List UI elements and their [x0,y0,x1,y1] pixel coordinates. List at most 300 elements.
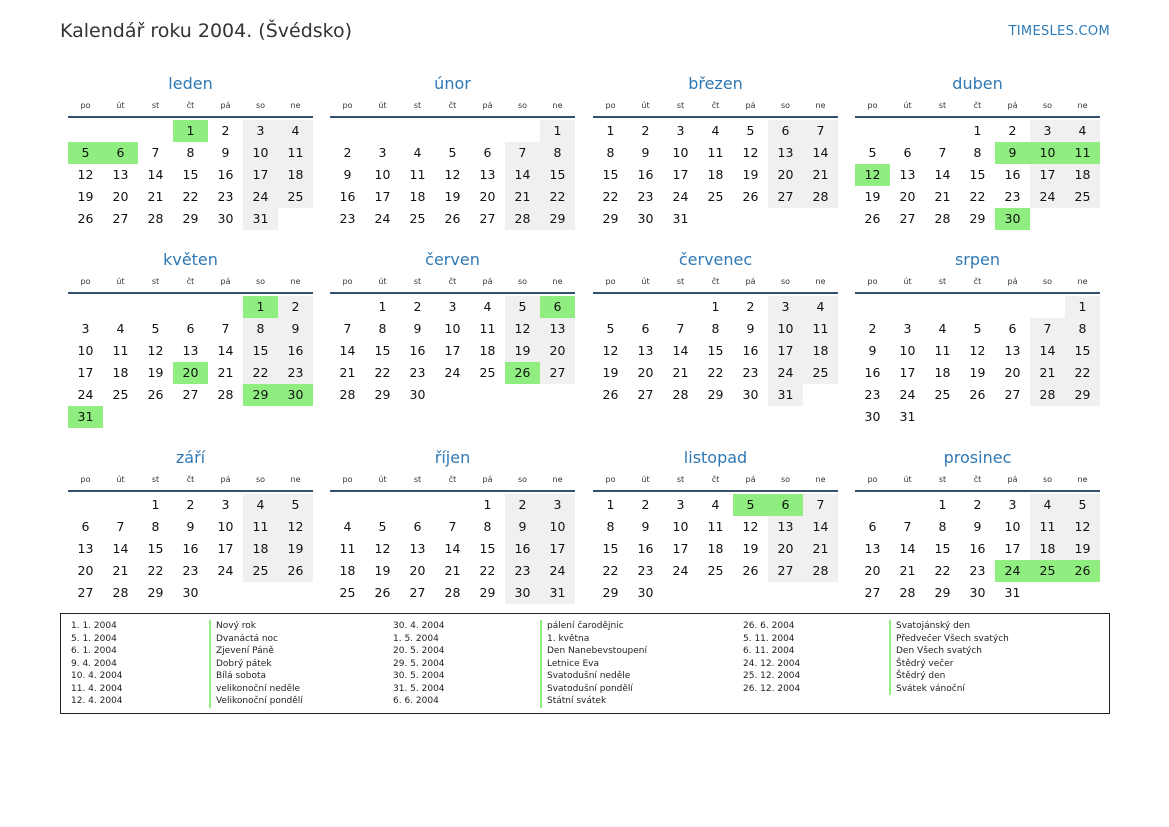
day-cell: 14 [112,541,129,556]
weekday-label: čt [711,475,720,484]
empty-cell [103,494,138,516]
month-name: květen [163,250,218,269]
day-cell: 26 [742,563,759,578]
legend-date: 30. 5. 2004 [393,671,445,681]
day-cell: 17 [1030,164,1065,186]
day-cell: 17 [243,164,278,186]
empty-cell [995,296,1030,318]
day-cell: 13 [77,541,94,556]
day-cell: 29 [602,585,619,600]
weekday-label: po [605,101,616,110]
weekday-label: po [605,475,616,484]
day-cell: 4 [711,123,720,138]
empty-cell [365,120,400,142]
day-cell: 18 [409,189,426,204]
day-cell: 28 [112,585,129,600]
day-cell: 10 [217,519,234,534]
day-cell: 29 [969,211,986,226]
weekday-header [855,95,1100,116]
day-cell: 11 [707,145,724,160]
day-cell: 12 [278,516,313,538]
day-cell: 6 [186,321,195,336]
day-cell: 14 [803,516,838,538]
legend-holiday-name: Předvečer Všech svatých [889,633,1009,646]
day-cell: 6 [1008,321,1017,336]
day-cell: 27 [864,585,881,600]
day-cell: 17 [77,365,94,380]
legend-date: 1. 5. 2004 [393,633,439,644]
holiday-day-cell: 12 [855,164,890,186]
day-cell: 19 [278,538,313,560]
day-cell: 3 [676,497,685,512]
weekday-label: čt [186,101,195,110]
weekday-label: út [903,475,912,484]
day-cell: 3 [243,120,278,142]
empty-cell [628,296,663,318]
day-cell: 16 [182,541,199,556]
weekday-header [855,271,1100,292]
weekday-label: po [342,277,353,286]
day-cell: 4 [278,120,313,142]
day-cell: 25 [803,362,838,384]
header-rule [330,116,575,118]
day-cell: 8 [711,321,720,336]
weekday-label: út [641,475,650,484]
day-cell: 18 [1065,164,1100,186]
day-cell: 23 [217,189,234,204]
day-cell: 29 [540,208,575,230]
day-cell: 11 [243,516,278,538]
day-cell: 23 [742,365,759,380]
day-cell: 25 [278,186,313,208]
day-cell: 23 [637,189,654,204]
empty-cell [138,120,173,142]
day-cell: 13 [864,541,881,556]
day-grid [855,296,1100,428]
legend-holiday-name: velikonoční neděle [209,683,303,696]
day-cell: 19 [602,365,619,380]
legend-holiday-name: Svatodušní pondělí [540,683,647,696]
weekday-header [330,469,575,490]
day-cell: 12 [147,343,164,358]
day-cell: 30 [505,582,540,604]
day-cell: 16 [217,167,234,182]
weekday-label: út [116,475,125,484]
legend-holiday-name: Dobrý pátek [209,658,303,671]
day-cell: 19 [1065,538,1100,560]
legend-date: 30. 4. 2004 [393,621,445,631]
day-cell: 24 [672,563,689,578]
month-name: říjen [434,448,471,467]
day-cell: 2 [413,299,422,314]
empty-cell [593,296,628,318]
day-cell: 4 [483,299,492,314]
day-cell: 11 [409,167,426,182]
day-cell: 30 [409,387,426,402]
day-cell: 2 [641,123,650,138]
month-name: září [175,448,206,467]
day-cell: 23 [409,365,426,380]
weekday-label: st [676,475,685,484]
day-cell: 5 [505,296,540,318]
holiday-day-cell: 29 [243,384,278,406]
day-cell: 18 [707,167,724,182]
empty-cell [890,296,925,318]
empty-cell [400,120,435,142]
day-cell: 7 [505,142,540,164]
weekday-label: čt [448,101,457,110]
legend-holiday-name: Zjevení Páně [209,645,303,658]
day-cell: 18 [339,563,356,578]
weekday-label: út [641,277,650,286]
day-cell: 16 [637,541,654,556]
weekday-label: čt [973,277,982,286]
legend-holiday-name: Svatojánský den [889,620,1009,633]
day-cell: 25 [339,585,356,600]
day-cell: 26 [864,211,881,226]
day-cell: 28 [934,211,951,226]
weekday-label: pá [745,101,756,110]
legend-date: 12. 4. 2004 [71,696,123,706]
weekday-label: so [517,475,528,484]
day-cell: 16 [505,538,540,560]
day-cell: 29 [479,585,496,600]
day-cell: 16 [278,340,313,362]
month-name: červenec [678,250,753,269]
legend-date: 26. 6. 2004 [743,621,795,631]
weekday-label: pá [482,277,493,286]
weekday-label: st [676,101,685,110]
day-cell: 13 [112,167,129,182]
day-cell: 21 [505,186,540,208]
holiday-day-cell: 31 [68,406,103,428]
header-rule [593,292,838,294]
holiday-day-cell: 6 [103,142,138,164]
header-rule [855,292,1100,294]
day-cell: 1 [483,497,492,512]
day-cell: 10 [768,318,803,340]
day-grid [330,494,575,604]
day-cell: 14 [672,343,689,358]
day-cell: 10 [672,519,689,534]
weekday-label: so [780,101,791,110]
empty-cell [960,296,995,318]
day-cell: 28 [899,585,916,600]
legend-holiday-name: Státní svátek [540,695,647,708]
weekday-label: út [903,101,912,110]
day-cell: 9 [641,145,650,160]
holiday-day-cell: 20 [173,362,208,384]
day-cell: 7 [1030,318,1065,340]
empty-cell [1030,296,1065,318]
legend-date: 31. 5. 2004 [393,683,445,694]
day-cell: 19 [969,365,986,380]
day-cell: 8 [938,519,947,534]
weekday-header [593,271,838,292]
day-cell: 29 [147,585,164,600]
day-cell: 27 [479,211,496,226]
day-cell: 2 [1008,123,1017,138]
legend-date: 25. 12. 2004 [743,671,801,681]
day-cell: 19 [374,563,391,578]
day-cell: 15 [602,541,619,556]
day-cell: 31 [540,582,575,604]
day-cell: 22 [707,365,724,380]
day-cell: 20 [77,563,94,578]
weekday-label: st [413,475,422,484]
day-cell: 3 [676,123,685,138]
weekday-label: po [80,475,91,484]
month-9 [330,447,575,604]
day-cell: 8 [186,145,195,160]
day-grid [593,296,838,406]
day-cell: 8 [243,318,278,340]
weekday-label: pá [745,475,756,484]
month-5 [330,249,575,406]
legend-date: 6. 11. 2004 [743,646,795,656]
day-cell: 30 [742,387,759,402]
weekday-label: pá [745,277,756,286]
day-cell: 9 [973,519,982,534]
month-3 [855,73,1100,230]
holiday-day-cell: 5 [68,142,103,164]
day-cell: 14 [899,541,916,556]
weekday-header [68,95,313,116]
day-cell: 28 [1030,384,1065,406]
day-cell: 30 [864,409,881,424]
day-cell: 29 [707,387,724,402]
weekday-label: po [867,475,878,484]
weekday-label: po [342,101,353,110]
day-cell: 15 [707,343,724,358]
day-cell: 23 [278,362,313,384]
day-cell: 14 [339,343,356,358]
day-cell: 15 [479,541,496,556]
day-cell: 14 [444,541,461,556]
day-cell: 11 [479,321,496,336]
day-cell: 9 [505,516,540,538]
day-cell: 2 [505,494,540,516]
day-cell: 8 [378,321,387,336]
legend-date: 24. 12. 2004 [743,658,801,669]
legend-date: 6. 1. 2004 [71,646,117,656]
day-cell: 26 [147,387,164,402]
day-cell: 11 [112,343,129,358]
day-cell: 28 [672,387,689,402]
holiday-day-cell: 6 [768,494,803,516]
day-cell: 7 [221,321,230,336]
month-7 [855,249,1100,428]
header-rule [68,116,313,118]
day-cell: 22 [147,563,164,578]
day-cell: 13 [768,516,803,538]
header-rule [593,490,838,492]
day-cell: 27 [768,186,803,208]
day-cell: 9 [413,321,422,336]
month-name: duben [952,74,1003,93]
day-cell: 1 [378,299,387,314]
day-cell: 28 [147,211,164,226]
day-cell: 19 [77,189,94,204]
day-cell: 19 [444,189,461,204]
legend-holiday-name: Bílá sobota [209,670,303,683]
day-cell: 30 [969,585,986,600]
day-cell: 24 [540,560,575,582]
day-cell: 26 [374,585,391,600]
day-cell: 6 [903,145,912,160]
day-cell: 3 [540,494,575,516]
day-cell: 26 [969,387,986,402]
day-cell: 2 [221,123,230,138]
day-cell: 25 [934,387,951,402]
day-grid [68,494,313,604]
weekday-label: pá [220,101,231,110]
month-name: březen [688,74,743,93]
day-cell: 8 [606,519,615,534]
day-cell: 18 [112,365,129,380]
day-cell: 23 [969,563,986,578]
weekday-label: pá [220,277,231,286]
day-grid [68,120,313,230]
legend-date: 9. 4. 2004 [71,658,117,669]
legend-holiday-name: 1. května [540,633,647,646]
day-cell: 23 [182,563,199,578]
day-cell: 5 [746,123,755,138]
day-cell: 11 [278,142,313,164]
day-cell: 7 [448,519,457,534]
legend-date: 5. 1. 2004 [71,633,117,644]
empty-cell [890,120,925,142]
day-cell: 7 [938,145,947,160]
day-cell: 23 [505,560,540,582]
weekday-label: st [938,475,947,484]
weekday-label: so [780,277,791,286]
day-cell: 3 [81,321,90,336]
day-cell: 12 [444,167,461,182]
weekday-header [330,95,575,116]
weekday-label: čt [973,475,982,484]
day-cell: 23 [339,211,356,226]
day-cell: 9 [746,321,755,336]
day-cell: 12 [742,519,759,534]
weekday-label: st [413,277,422,286]
empty-cell [103,120,138,142]
day-cell: 18 [803,340,838,362]
day-cell: 15 [934,541,951,556]
site-link[interactable]: TIMESLES.COM [1008,24,1110,39]
empty-cell [470,120,505,142]
weekday-header [68,271,313,292]
day-cell: 8 [151,519,160,534]
legend-date: 1. 1. 2004 [71,621,117,631]
day-cell: 17 [899,365,916,380]
day-cell: 12 [374,541,391,556]
day-cell: 9 [221,145,230,160]
legend-dates-col-1 [71,620,123,708]
day-cell: 12 [505,318,540,340]
legend-date: 5. 11. 2004 [743,633,795,644]
day-cell: 13 [182,343,199,358]
day-cell: 10 [374,167,391,182]
day-cell: 3 [1008,497,1017,512]
day-cell: 5 [606,321,615,336]
day-cell: 17 [540,538,575,560]
day-cell: 6 [768,120,803,142]
day-cell: 25 [243,560,278,582]
day-cell: 21 [147,189,164,204]
month-10 [593,447,838,604]
day-cell: 21 [934,189,951,204]
legend-holiday-name: pálení čarodějnic [540,620,647,633]
weekday-label: ne [1077,277,1088,286]
weekday-label: čt [973,101,982,110]
legend-date: 6. 6. 2004 [393,696,439,706]
legend-names-col-2 [540,620,647,708]
day-cell: 22 [969,189,986,204]
day-cell: 20 [540,340,575,362]
day-cell: 22 [243,362,278,384]
day-cell: 8 [606,145,615,160]
day-cell: 21 [339,365,356,380]
day-cell: 28 [217,387,234,402]
weekday-label: čt [448,475,457,484]
header-rule [855,490,1100,492]
day-cell: 26 [444,211,461,226]
weekday-label: pá [220,475,231,484]
weekday-label: út [378,101,387,110]
day-cell: 9 [343,167,352,182]
weekday-label: so [1042,101,1053,110]
day-cell: 7 [116,519,125,534]
day-cell: 20 [768,164,803,186]
day-cell: 9 [278,318,313,340]
legend-date: 26. 12. 2004 [743,683,801,694]
holiday-day-cell: 1 [173,120,208,142]
day-cell: 24 [243,186,278,208]
day-cell: 16 [409,343,426,358]
weekday-label: ne [1077,475,1088,484]
day-cell: 20 [768,538,803,560]
day-cell: 24 [672,189,689,204]
day-cell: 2 [973,497,982,512]
weekday-label: ne [290,475,301,484]
day-cell: 13 [540,318,575,340]
month-name: leden [168,74,213,93]
day-cell: 7 [803,494,838,516]
day-cell: 16 [969,541,986,556]
day-cell: 26 [278,560,313,582]
day-cell: 31 [1004,585,1021,600]
day-cell: 29 [374,387,391,402]
holiday-day-cell: 10 [1030,142,1065,164]
day-cell: 2 [641,497,650,512]
holiday-day-cell: 30 [278,384,313,406]
day-cell: 10 [243,142,278,164]
day-cell: 24 [374,211,391,226]
weekday-label: ne [290,101,301,110]
day-cell: 28 [339,387,356,402]
header-rule [330,490,575,492]
month-name: prosinec [943,448,1012,467]
day-cell: 7 [803,120,838,142]
legend-holiday-name: Štědrý večer [889,658,1009,671]
day-cell: 18 [1030,538,1065,560]
day-cell: 13 [768,142,803,164]
weekday-label: so [1042,475,1053,484]
month-1 [330,73,575,230]
day-cell: 21 [217,365,234,380]
legend-holiday-name: Svátek vánoční [889,683,1009,696]
